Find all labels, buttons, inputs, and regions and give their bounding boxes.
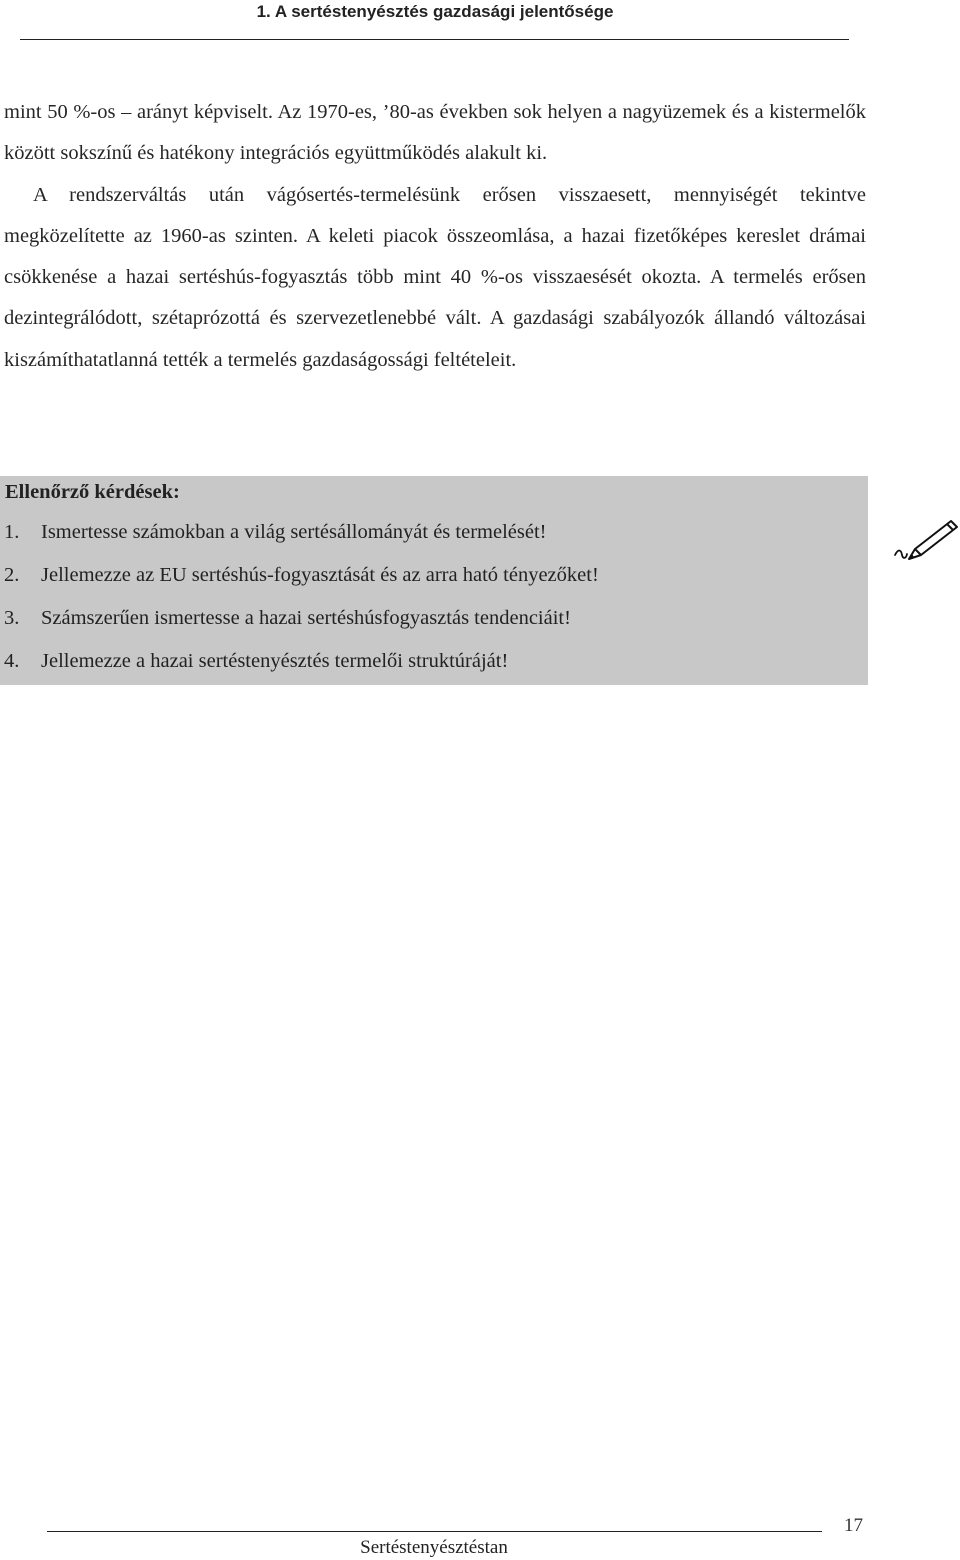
paragraph-regime-change: A rendszerváltás után vágósertés-termelésünk erősen visszaesett, mennyiségét tekintve megközelítette az 1960-as szinten. A keleti piacok összeomlása, a hazai fizetőképes kereslet drámai csökkenése a hazai sertéshús-fogyasztás több mint 40 %-os visszaesését okozta. A termelés erősen dezintegrálódott, szétaprózottá és szervezetlenebbé vált. A gazdasági szabályozók állandó változásai kiszámíthatatlanná tették a termelés gazdaságossági feltételeit. xyxy=(4,183,866,371)
running-header-title: 1. A sertéstenyésztés gazdasági jelentősége xyxy=(256,2,614,21)
question-item xyxy=(4,645,599,688)
question-text: Jellemezze a hazai sertéstenyésztés termelői struktúráját! xyxy=(41,650,509,672)
header-divider xyxy=(20,39,849,40)
paragraph-continuation: mint 50 %-os – arányt képviselt. Az 1970-es, ’80-as években sok helyen a nagyüzemek és a kistermelők között sokszínű és hatékony integrációs együttműködés alakult ki. xyxy=(4,101,866,165)
question-item xyxy=(4,559,599,602)
question-number: 3. xyxy=(4,607,20,629)
question-item xyxy=(4,516,599,559)
question-number: 4. xyxy=(4,650,20,672)
body-text xyxy=(4,92,866,381)
question-text: Ismertesse számokban a világ sertésállományát és termelését! xyxy=(41,521,547,543)
question-text: Jellemezze az EU sertéshús-fogyasztását és az arra ható tényezőket! xyxy=(41,564,599,586)
footer-book-title: Sertéstenyésztéstan xyxy=(360,1537,508,1558)
question-text: Számszerűen ismertesse a hazai sertéshúsfogyasztás tendenciáit! xyxy=(41,607,571,629)
review-questions-list xyxy=(4,516,599,688)
page-number: 17 xyxy=(844,1515,863,1536)
question-number: 1. xyxy=(4,521,20,543)
review-questions-title: Ellenőrző kérdések: xyxy=(5,481,180,503)
pencil-writing-icon xyxy=(893,515,960,561)
question-number: 2. xyxy=(4,564,20,586)
question-item xyxy=(4,602,599,645)
footer-divider xyxy=(47,1531,822,1532)
